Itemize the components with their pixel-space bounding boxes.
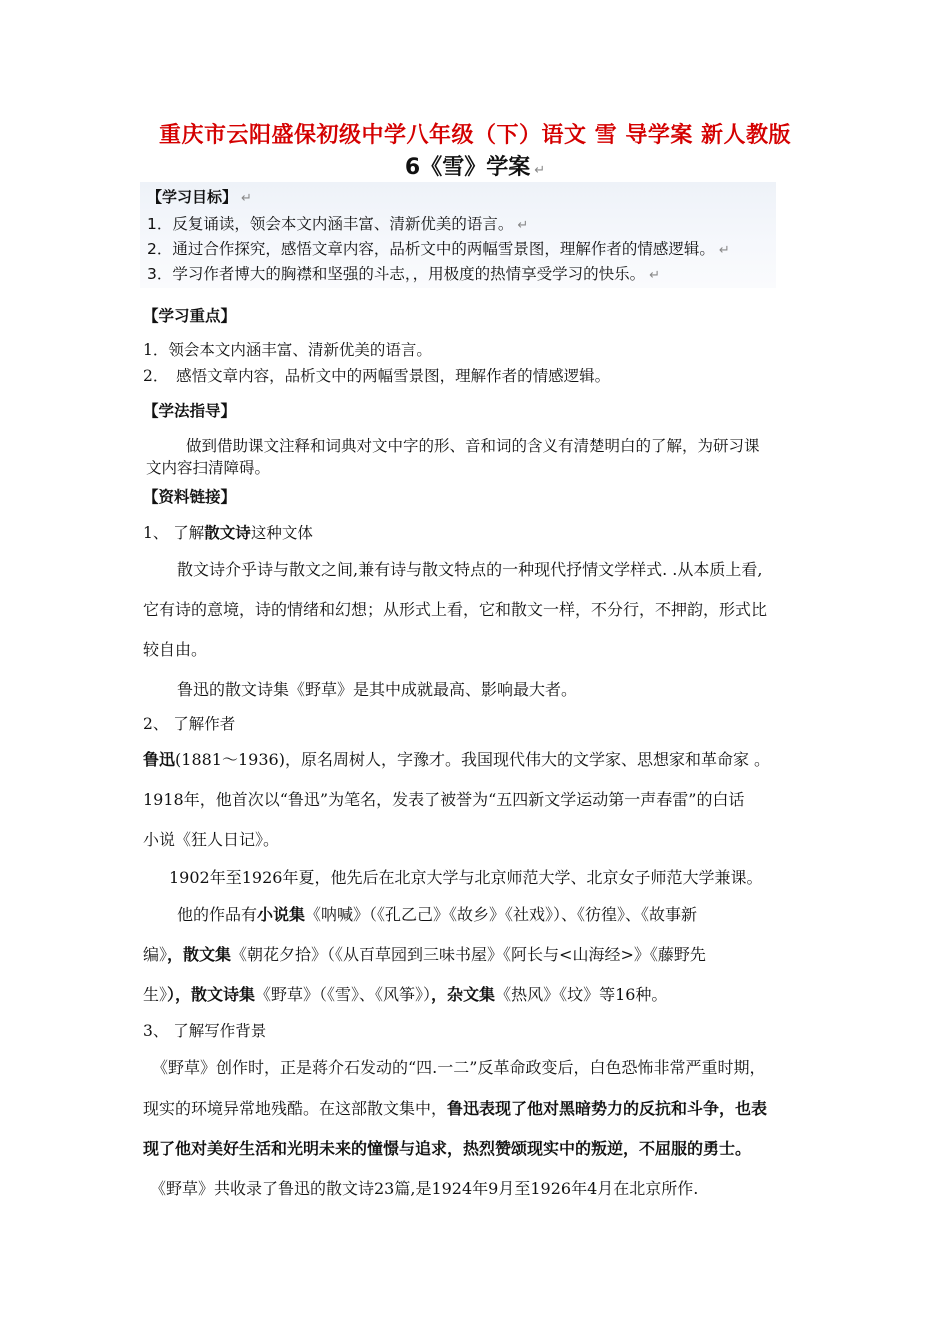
paragraph-line: 较自由。 (143, 640, 208, 659)
goal-item-text: 3．学习作者博大的胸襟和坚强的斗志，，用极度的热情享受学习的快乐。 (147, 265, 646, 283)
section-text: 1、 了解 (143, 524, 205, 542)
paragraph-line: 散文诗介乎诗与散文之间,兼有诗与散文特点的一种现代抒情文学样式. .从本质上看, (177, 560, 763, 579)
background-emphasis: 鲁迅表现了他对黑暗势力的反抗和斗争，也表 (447, 1099, 768, 1118)
document-title: 重庆市云阳盛保初级中学八年级（下）语文 雪 导学案 新人教版 (159, 123, 791, 148)
goal-item (147, 262, 660, 284)
goal-item-text: 2．通过合作探究，感悟文章内容，品析文中的两幅雪景图，理解作者的情感逻辑。 (147, 240, 715, 258)
key-point-item: 1．领会本文内涵丰富、清新优美的语言。 (143, 341, 432, 359)
method-text-line: 文内容扫清障碍。 (146, 459, 271, 477)
works-text: 《热风》《坟》等16种。 (495, 985, 668, 1004)
author-line: 1918年，他首次以“鲁迅”为笔名，发表了被誉为“五四新文学运动第一声春雷”的白话 (143, 790, 745, 809)
goal-item (147, 237, 730, 259)
section-3-heading: 3、 了解写作背景 (143, 1022, 267, 1040)
author-name: 鲁迅 (143, 750, 176, 769)
section-2-heading: 2、 了解作者 (143, 715, 236, 733)
return-mark: ↵ (534, 163, 546, 178)
key-point-item: 2． 感悟文章内容，品析文中的两幅雪景图，理解作者的情感逻辑。 (143, 367, 611, 385)
section-keyword: 散文诗 (204, 523, 251, 542)
background-line: 《野草》共收录了鲁迅的散文诗23篇,是1924年9月至1926年4月在北京所作. (150, 1179, 699, 1198)
subtitle-text: 6《雪》学案 (404, 155, 531, 180)
background-text: 现实的环境异常地残酷。在这部散文集中， (143, 1099, 448, 1118)
paragraph-line: 鲁迅的散文诗集《野草》是其中成就最高、影响最大者。 (177, 680, 578, 699)
works-line (177, 902, 697, 925)
method-heading: 【学法指导】 (143, 402, 237, 420)
paragraph-line: 它有诗的意境，诗的情绪和幻想；从形式上看，它和散文一样，不分行，不押韵，形式比 (143, 600, 768, 619)
works-text: 生》 (143, 985, 168, 1004)
author-line: 小说《狂人日记》。 (143, 830, 280, 849)
key-points-heading: 【学习重点】 (143, 307, 237, 325)
works-keyword: ，散文集 (167, 945, 232, 964)
works-text: 《朝花夕拾》（《从百草园到三味书屋》《阿长与<山海经>》《藤野先 (231, 945, 706, 964)
background-emphasis: 现了他对美好生活和光明未来的憧憬与追求，热烈赞颂现实中的叛逆，不屈服的勇士。 (143, 1139, 752, 1158)
works-text: 《野草》（《雪》、《风筝》） (255, 985, 432, 1004)
works-line (143, 942, 706, 965)
author-text: (1881～1936)，原名周树人，字豫才。我国现代伟大的文学家、思想家和革命家 。 (175, 750, 771, 769)
works-text: 他的作品有 (177, 905, 258, 924)
works-keyword: ），散文诗集 (167, 985, 256, 1004)
resources-heading: 【资料链接】 (143, 488, 237, 506)
section-text: 这种文体 (250, 524, 313, 542)
return-mark: ↵ (718, 243, 730, 258)
method-text-line: 做到借助课文注释和词典对文中字的形、音和词的含义有清楚明白的了解，为研习课 (186, 437, 760, 455)
goals-heading (147, 186, 252, 207)
background-line (143, 1136, 751, 1159)
return-mark: ↵ (517, 218, 529, 233)
return-mark: ↵ (241, 191, 252, 206)
works-text: 《呐喊》（《孔乙己》《故乡》《社戏》）、《彷徨》、《故事新 (305, 905, 698, 924)
author-line: 1902年至1926年夏，他先后在北京大学与北京师范大学、北京女子师范大学兼课。 (169, 868, 763, 887)
author-line (143, 747, 770, 770)
background-line: 《野草》创作时，正是蒋介石发动的“四.一二”反革命政变后，白色恐怖非常严重时期， (152, 1058, 766, 1077)
learning-goals-box (140, 182, 776, 288)
works-keyword: 小说集 (257, 905, 306, 924)
section-1-heading (143, 521, 313, 543)
works-line (143, 982, 667, 1005)
return-mark: ↵ (649, 268, 661, 283)
goals-heading-text: 【学习目标】 (147, 188, 238, 206)
works-keyword: ，杂文集 (431, 985, 496, 1004)
works-text: 编》 (143, 945, 168, 964)
goal-item-text: 1．反复诵读，领会本文内涵丰富、清新优美的语言。 (147, 215, 514, 233)
document-subtitle (0, 150, 950, 181)
background-line (143, 1096, 767, 1119)
goal-item (147, 212, 528, 234)
